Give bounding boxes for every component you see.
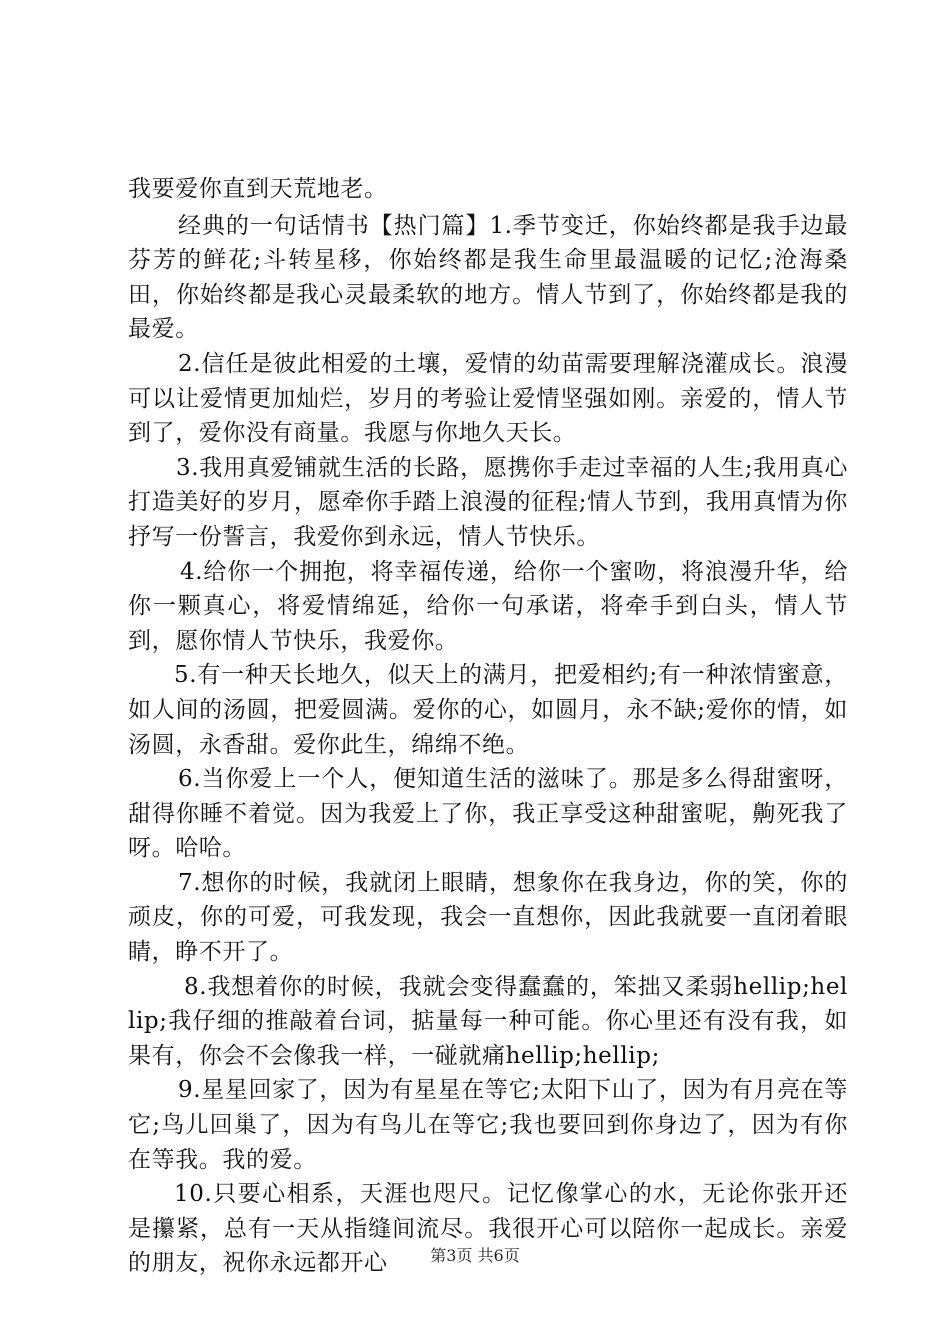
paragraph-continuation: 我要爱你直到天荒地老。 xyxy=(128,176,388,202)
paragraph-item-2: 2.信任是彼此相爱的土壤，爱情的幼苗需要理解浇灌成长。浪漫可以让爱情更加灿烂，岁月的考验让爱情坚强如刚。亲爱的，情人节到了，爱你没有商量。我愿与你地久天长。 xyxy=(128,350,848,447)
paragraph-item-8: 8.我想着你的时候，我就会变得蠢蠢的，笨拙又柔弱hellip;hellip;我仔细的推敲着台词，掂量每一种可能。你心里还有没有我，如果有，你会不会像我一样，一碰就痛hellip;hellip; xyxy=(128,973,848,1069)
paragraph-item-5: 5.有一种天长地久，似天上的满月，把爱相约;有一种浓情蜜意，如人间的汤圆，把爱圆满。爱你的心，如圆月，永不缺;爱你的情，如汤圆，永香甜。爱你此生，绵绵不绝。 xyxy=(128,662,848,758)
page-footer: 第3页 共6页 xyxy=(430,1246,520,1265)
paragraph-intro-item-1: 经典的一句话情书【热门篇】1.季节变迁，你始终都是我手边最芬芳的鲜花;斗转星移，你始终都是我生命里最温暖的记忆;沧海桑田，你始终都是我心灵最柔软的地方。情人节到了，你始终都是我的最爱。 xyxy=(128,212,848,343)
paragraph-item-6: 6.当你爱上一个人，便知道生活的滋味了。那是多么得甜蜜呀，甜得你睡不着觉。因为我爱上了你，我正享受这种甜蜜呢，齁死我了呀。哈哈。 xyxy=(128,766,848,862)
paragraph-item-10: 10.只要心相系，天涯也咫尺。记忆像掌心的水，无论你张开还是攥紧，总有一天从指缝间流尽。我很开心可以陪你一起成长。亲爱的朋友，祝你永远都开心 xyxy=(128,1181,848,1277)
paragraph-item-9: 9.星星回家了，因为有星星在等它;太阳下山了，因为有月亮在等它;鸟儿回巢了，因为有鸟儿在等它;我也要回到你身边了，因为有你在等我。我的爱。 xyxy=(128,1077,848,1173)
paragraph-item-3: 3.我用真爱铺就生活的长路，愿携你手走过幸福的人生;我用真心打造美好的岁月，愿牵你手踏上浪漫的征程;情人节到，我用真情为你抒写一份誓言，我爱你到永远，情人节快乐。 xyxy=(128,454,848,550)
document-body xyxy=(128,172,848,1281)
paragraph-item-4: 4.给你一个拥抱，将幸福传递，给你一个蜜吻，将浪漫升华，给你一颗真心，将爱情绵延，给你一句承诺，将牵手到白头，情人节到，愿你情人节快乐，我爱你。 xyxy=(128,558,848,654)
paragraph-item-7: 7.想你的时候，我就闭上眼睛，想象你在我身边，你的笑，你的顽皮，你的可爱，可我发现，我会一直想你，因此我就要一直闭着眼睛，睁不开了。 xyxy=(128,869,848,966)
